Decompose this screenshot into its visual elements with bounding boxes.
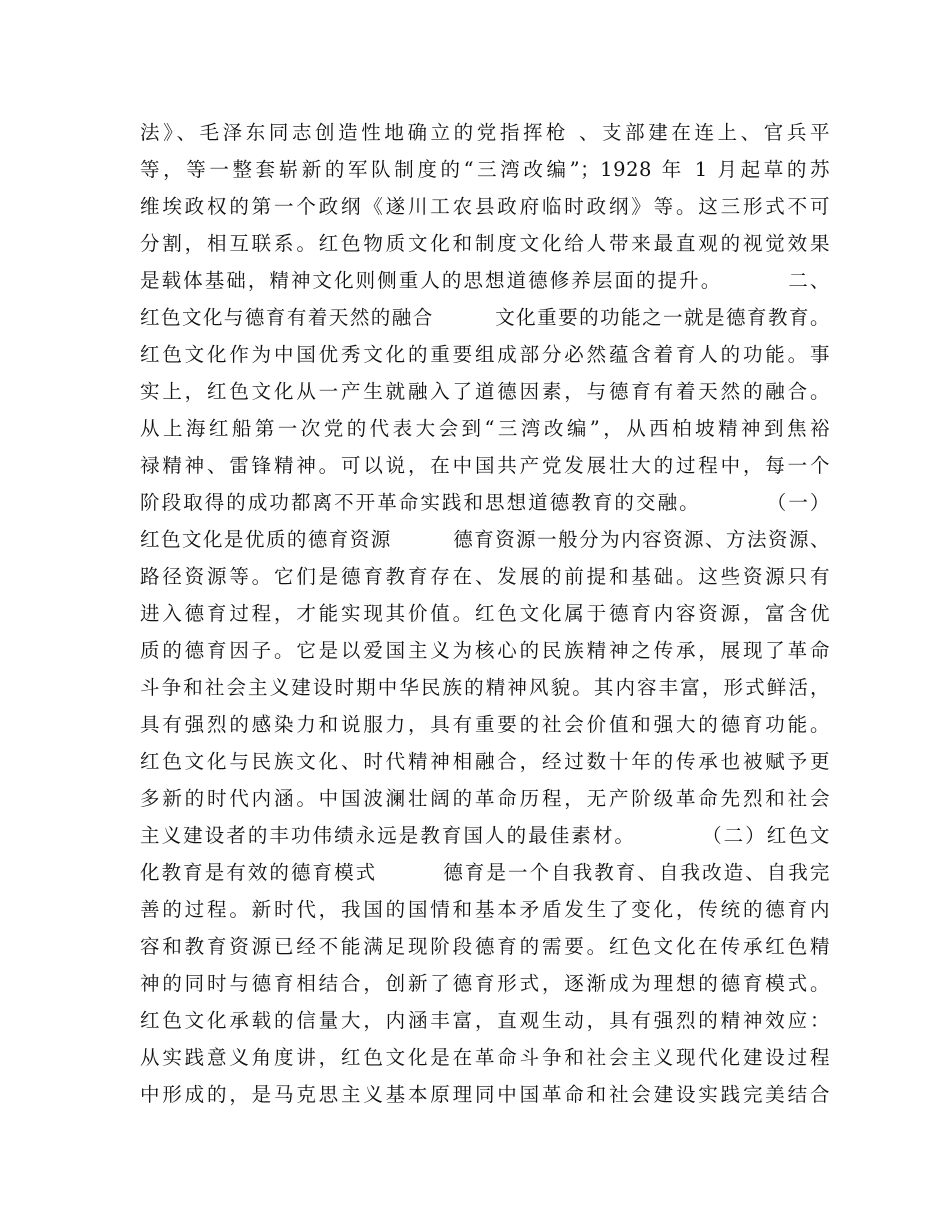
text-line: 维埃政权的第一个政纲《遂川工农县政府临时政纲》等。这三形式不可 (140, 195, 830, 218)
text-line: 阶段取得的成功都离不开革命实践和思想道德教育的交融。 （一） (140, 491, 830, 514)
text-line: 红色文化作为中国优秀文化的重要组成部分必然蕴含着育人的功能。事 (140, 343, 830, 366)
text-line: 化教育是有效的德育模式 德育是一个自我教育、自我改造、自我完 (140, 861, 830, 884)
text-line: 红色文化与德育有着天然的融合 文化重要的功能之一就是德育教育。 (140, 306, 830, 329)
text-line: 实上，红色文化从一产生就融入了道德因素，与德育有着天然的融合。 (140, 380, 830, 403)
text-line: 从实践意义角度讲，红色文化是在革命斗争和社会主义现代化建设过程 (140, 1046, 830, 1069)
text-line: 容和教育资源已经不能满足现阶段德育的需要。红色文化在传承红色精 (140, 935, 830, 958)
text-line: 神的同时与德育相结合，创新了德育形式，逐渐成为理想的德育模式。 (140, 972, 830, 995)
text-line: 善的过程。新时代，我国的国情和基本矛盾发生了变化，传统的德育内 (140, 898, 830, 921)
text-line: 等，等一整套崭新的军队制度的“三湾改编”；1928 年 1 月起草的苏 (140, 158, 830, 181)
text-line: 进入德育过程，才能实现其价值。红色文化属于德育内容资源，富含优 (140, 602, 830, 625)
text-line: 红色文化是优质的德育资源 德育资源一般分为内容资源、方法资源、 (140, 528, 830, 551)
text-line: 路径资源等。它们是德育教育存在、发展的前提和基础。这些资源只有 (140, 565, 830, 588)
text-line: 具有强烈的感染力和说服力，具有重要的社会价值和强大的德育功能。 (140, 713, 830, 736)
text-line: 主义建设者的丰功伟绩永远是教育国人的最佳素材。 （二）红色文 (140, 824, 830, 847)
text-line: 斗争和社会主义建设时期中华民族的精神风貌。其内容丰富，形式鲜活， (140, 676, 830, 699)
text-line: 是载体基础，精神文化则侧重人的思想道德修养层面的提升。 二、 (140, 269, 830, 292)
text-line: 质的德育因子。它是以爱国主义为核心的民族精神之传承，展现了革命 (140, 639, 830, 662)
text-line: 红色文化与民族文化、时代精神相融合，经过数十年的传承也被赋予更 (140, 750, 830, 773)
text-line: 分割，相互联系。红色物质文化和制度文化给人带来最直观的视觉效果 (140, 232, 830, 255)
text-line: 禄精神、雷锋精神。可以说，在中国共产党发展壮大的过程中，每一个 (140, 454, 830, 477)
text-line: 中形成的，是马克思主义基本原理同中国革命和社会建设实践完美结合 (140, 1083, 830, 1106)
text-line: 红色文化承载的信量大，内涵丰富，直观生动，具有强烈的精神效应： (140, 1009, 830, 1032)
text-line: 多新的时代内涵。中国波澜壮阔的革命历程，无产阶级革命先烈和社会 (140, 787, 830, 810)
text-line: 法》、毛泽东同志创造性地确立的党指挥枪 、支部建在连上、官兵平 (140, 121, 830, 144)
text-line: 从上海红船第一次党的代表大会到“三湾改编”，从西柏坡精神到焦裕 (140, 417, 830, 440)
body-text (140, 114, 830, 1113)
